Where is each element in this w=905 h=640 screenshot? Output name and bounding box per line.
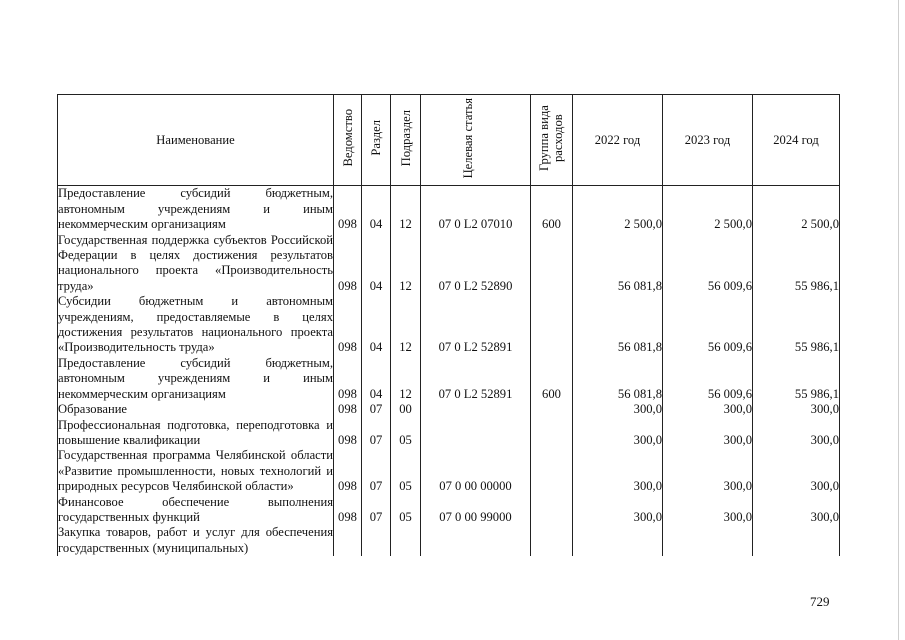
row-section: 07 [362,448,391,494]
row-target-article: 07 0 00 99000 [421,495,531,526]
row-section: 04 [362,294,391,356]
row-subsection: 05 [391,418,421,449]
row-subsection: 12 [391,233,421,295]
budget-table [57,94,840,556]
row-department: 098 [334,448,362,494]
header-year-2022: 2022 год [573,95,663,186]
row-amount-2022 [573,525,663,556]
header-expense-group: Группа вида расходов [531,95,573,186]
row-amount-2024: 55 986,1 [753,233,840,295]
row-subsection: 12 [391,186,421,233]
row-department: 098 [334,418,362,449]
row-expense-group [531,233,573,295]
header-subsection: Подраздел [391,95,421,186]
row-amount-2022: 300,0 [573,402,663,417]
row-name: Финансовое обеспечение выполнения государственных функций [58,494,333,524]
row-target-article [421,418,531,449]
row-expense-group [531,495,573,526]
row-target-article [421,402,531,417]
row-amount-2022: 300,0 [573,418,663,449]
row-amount-2023: 56 009,6 [663,356,753,402]
table-row [58,418,840,449]
row-amount-2024: 300,0 [753,418,840,449]
row-amount-2023: 300,0 [663,402,753,417]
header-name: Наименование [58,95,334,186]
page-number: 729 [810,594,830,609]
header-year-2024: 2024 год [753,95,840,186]
table-body [58,186,840,556]
row-target-article: 07 0 L2 52891 [421,356,531,402]
row-section: 04 [362,233,391,295]
row-name: Государственная программа Челябинской области «Развитие промышленности, новых технологий и природных ресурсов Челябинской области» [58,448,333,494]
row-amount-2022: 300,0 [573,495,663,526]
row-expense-group [531,402,573,417]
row-department: 098 [334,233,362,295]
header-department: Ведомство [334,95,362,186]
table-row [58,294,840,356]
table-row [58,525,840,556]
row-department: 098 [334,402,362,417]
row-amount-2023: 56 009,6 [663,233,753,295]
row-subsection: 12 [391,294,421,356]
table-row [58,356,840,402]
row-name: Субсидии бюджетным и автономным учреждениям, предоставляемые в целях достижения результатов национального проекта «Производительность труда» [58,294,333,355]
row-name: Профессиональная подготовка, переподготовка и повышение квалификации [58,417,333,447]
row-department [334,525,362,556]
row-subsection: 12 [391,356,421,402]
row-subsection: 05 [391,448,421,494]
row-amount-2024: 300,0 [753,495,840,526]
row-department: 098 [334,294,362,356]
row-target-article: 07 0 L2 07010 [421,186,531,233]
row-section [362,525,391,556]
row-section: 04 [362,186,391,233]
row-department: 098 [334,186,362,233]
row-section: 07 [362,495,391,526]
row-target-article: 07 0 L2 52891 [421,294,531,356]
table-row [58,233,840,295]
row-amount-2023: 2 500,0 [663,186,753,233]
table-header-row [58,95,840,186]
row-subsection [391,525,421,556]
row-amount-2023: 56 009,6 [663,294,753,356]
row-subsection: 00 [391,402,421,417]
row-amount-2024: 300,0 [753,402,840,417]
row-expense-group: 600 [531,356,573,402]
row-name: Государственная поддержка субъектов Российской Федерации в целях достижения результатов национального проекта «Производительность труда» [58,232,333,293]
row-expense-group [531,294,573,356]
page-edge [898,0,899,640]
table-row [58,402,840,417]
row-amount-2023 [663,525,753,556]
row-amount-2024: 300,0 [753,448,840,494]
row-name: Предоставление субсидий бюджетным, автономным учреждениям и иным некоммерческим организациям [58,186,333,232]
row-amount-2023: 300,0 [663,448,753,494]
row-amount-2022: 2 500,0 [573,186,663,233]
row-subsection: 05 [391,495,421,526]
table-row [58,495,840,526]
row-expense-group [531,448,573,494]
row-name: Закупка товаров, работ и услуг для обеспечения государственных (муниципальных) [58,525,333,555]
header-year-2023: 2023 год [663,95,753,186]
row-expense-group [531,418,573,449]
header-target-article: Целевая статья [421,95,531,186]
row-name: Образование [58,402,334,417]
row-target-article: 07 0 00 00000 [421,448,531,494]
row-amount-2024 [753,525,840,556]
row-amount-2024: 2 500,0 [753,186,840,233]
row-amount-2024: 55 986,1 [753,294,840,356]
table-row [58,186,840,233]
row-department: 098 [334,495,362,526]
row-name: Предоставление субсидий бюджетным, автономным учреждениям и иным некоммерческим организациям [58,355,333,401]
row-amount-2023: 300,0 [663,418,753,449]
row-amount-2023: 300,0 [663,495,753,526]
row-section: 07 [362,402,391,417]
row-amount-2022: 56 081,8 [573,233,663,295]
row-amount-2022: 56 081,8 [573,356,663,402]
table-row [58,448,840,494]
row-department: 098 [334,356,362,402]
row-amount-2022: 300,0 [573,448,663,494]
header-section: Раздел [362,95,391,186]
row-expense-group: 600 [531,186,573,233]
row-target-article: 07 0 L2 52890 [421,233,531,295]
row-target-article [421,525,531,556]
row-amount-2024: 55 986,1 [753,356,840,402]
row-section: 04 [362,356,391,402]
row-amount-2022: 56 081,8 [573,294,663,356]
row-section: 07 [362,418,391,449]
row-expense-group [531,525,573,556]
